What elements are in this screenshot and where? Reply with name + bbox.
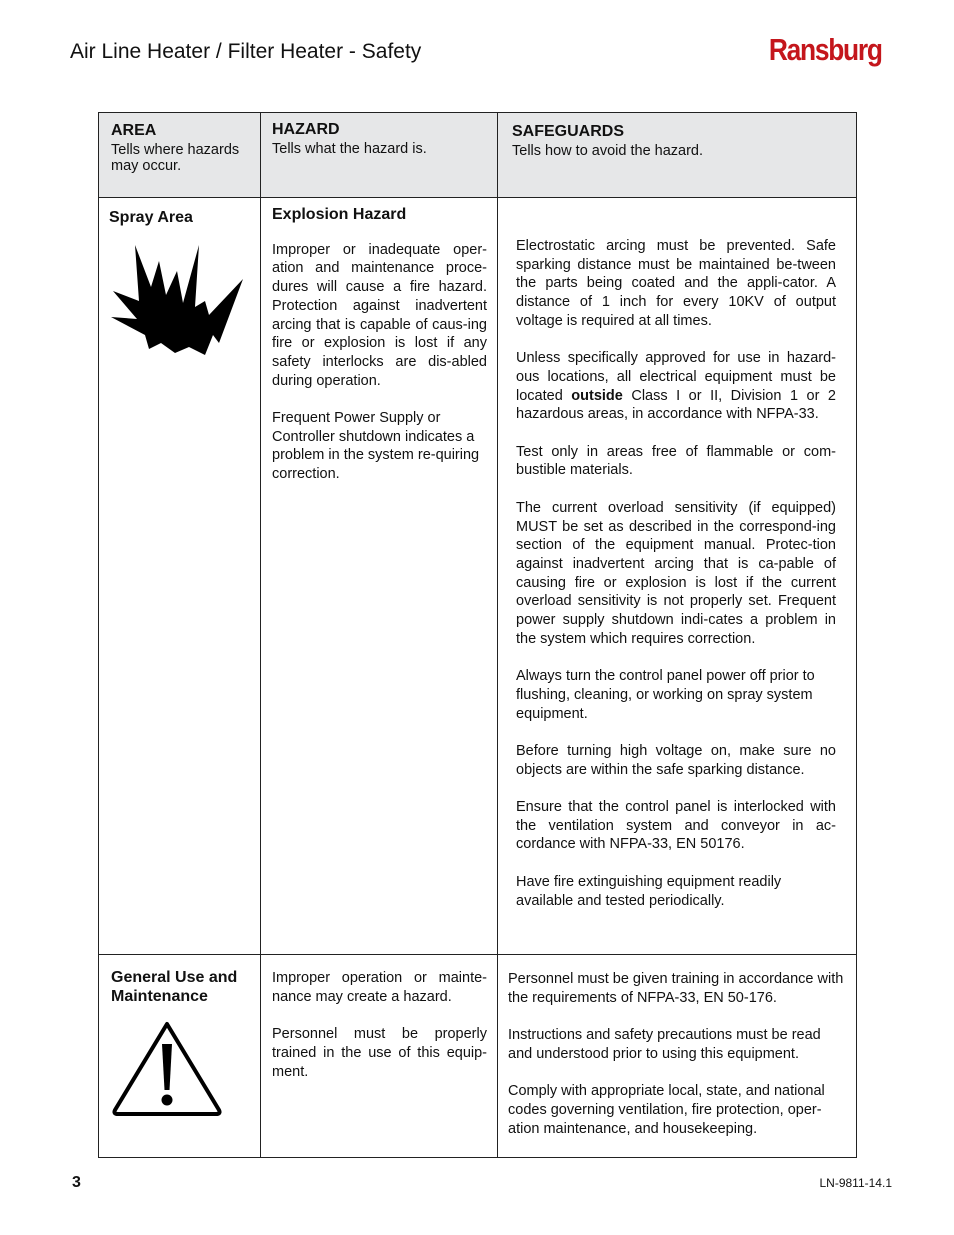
row-hazard: [261, 955, 498, 1158]
safeguard-text: Unless specifically approved for use in hazard-ous locations, all electrical equipment must be located outside Class I or II, Division 1 or 2 hazardous areas, in accordance with NFPA-33.: [516, 350, 836, 423]
hazard-text: Frequent Power Supply or Controller shutdown indicates a problem in the system re-quiring correction.: [272, 410, 480, 483]
header-safeguards-desc: Tells how to avoid the hazard.: [512, 142, 704, 159]
header-hazard: [261, 113, 498, 198]
safeguard-text: Instructions and safety precautions must be read and understood prior to using this equipment.: [508, 1027, 821, 1062]
header-hazard-label: HAZARD: [272, 121, 340, 138]
row-safeguards: [498, 955, 857, 1158]
safeguard-text: Have fire extinguishing equipment readily available and tested periodically.: [516, 873, 782, 909]
area-title: General Use and Maintenance: [111, 969, 238, 1005]
table-row: [99, 955, 857, 1158]
emphasis-outside: outside: [571, 387, 623, 404]
safeguard-text: The current overload sensitivity (if equipped) MUST be set as described in the correspond-ing section of the equipment manual. Protec-tion against inadvertent arcing that is ca-pable of causing fire or explosion is lost if the current overload sensitivity is not properly set. Frequent power supply shutdown indi-cates a problem in the system which requires correction.: [516, 499, 836, 647]
page-number: 3: [72, 1174, 81, 1191]
header-safeguards-label: SAFEGUARDS: [512, 123, 625, 140]
safeguard-text: Personnel must be given training in accordance with the requirements of NFPA-33, EN 50-176.: [508, 971, 844, 1006]
safeguard-text: Before turning high voltage on, make sure no objects are within the safe sparking distance.: [516, 742, 836, 778]
table-row: [99, 198, 857, 955]
header-area-desc: Tells where hazards may occur.: [111, 141, 240, 175]
hazard-text: Personnel must be properly trained in the use of this equip-ment.: [272, 1026, 487, 1080]
safeguard-text: Electrostatic arcing must be prevented. Safe sparking distance must be maintained be-tween the parts being coated and the appli-cator. A distance of 1 inch for every 10KV of output voltage is required at all times.: [516, 238, 836, 329]
row-area: [99, 198, 261, 955]
row-area: [99, 955, 261, 1158]
safeguard-text: Ensure that the control panel is interlocked with the ventilation system and conveyor in ac-cordance with NFPA-33, EN 50176.: [516, 799, 836, 853]
row-safeguards: [498, 198, 857, 955]
safety-table: [98, 112, 857, 1158]
explosion-icon: [109, 243, 252, 361]
safeguard-text: Comply with appropriate local, state, and national codes governing ventilation, fire protection, oper-ation maintenance, and housekeeping.: [508, 1083, 825, 1137]
header-area-label: AREA: [111, 122, 157, 139]
row-hazard: [261, 198, 498, 955]
warning-triangle-icon: [111, 1020, 252, 1122]
safeguard-text: Always turn the control panel power off prior to flushing, cleaning, or working on spray system equipment.: [516, 668, 815, 722]
header-area: [99, 113, 261, 198]
brand-logo: Ransburg: [769, 32, 882, 67]
safeguard-text: Test only in areas free of flammable or com-bustible materials.: [516, 443, 836, 479]
hazard-text: Improper or inadequate oper-ation and maintenance proce-dures will cause a fire hazard. Protection against inadvertent arcing that is capable of caus-ing fire or explosion is lost if any safety interlocks are dis-abled during operation.: [272, 241, 487, 389]
header-safeguards: [498, 113, 857, 198]
hazard-title: Explosion Hazard: [272, 206, 407, 223]
hazard-text: Improper operation or mainte-nance may create a hazard.: [272, 970, 487, 1005]
table-header-row: [99, 113, 857, 198]
header-hazard-desc: Tells what the hazard is.: [272, 140, 427, 157]
document-code: LN-9811-14.1: [819, 1176, 892, 1190]
page-title: Air Line Heater / Filter Heater - Safety: [70, 40, 422, 63]
area-title: Spray Area: [109, 209, 193, 226]
